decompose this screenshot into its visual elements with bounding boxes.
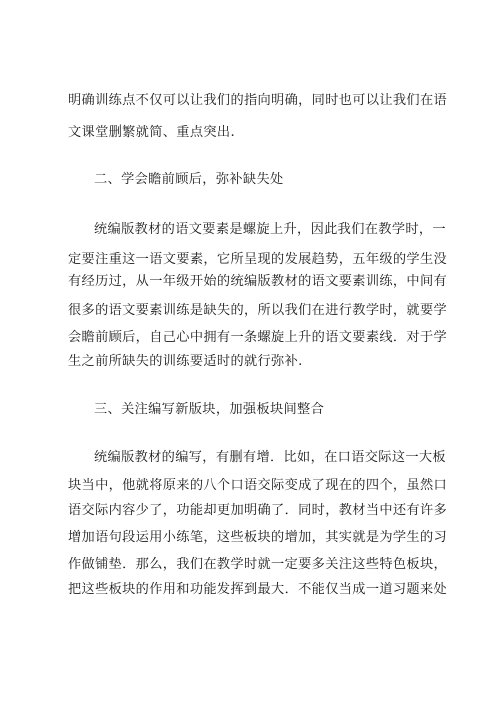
paragraph-3-line-5: 作做铺垫．那么，我们在教学时就一定要多关注这些特色板块，	[68, 557, 448, 572]
paragraph-3-line-3: 语交际内容少了，功能却更加明确了．同时，教材当中还有许多	[68, 503, 448, 518]
paragraph-3-line-1: 统编版教材的编写，有删有增．比如，在口语交际这一大板	[94, 450, 446, 465]
paragraph-1-line-2: 文课堂删繁就简、重点突出.	[68, 125, 235, 140]
section-heading-2: 二、学会瞻前顾后，弥补缺失处	[94, 172, 284, 187]
paragraph-3-line-4: 增加语句段运用小练笔，这些板块的增加，其实就是为学生的习	[68, 530, 448, 545]
paragraph-2-line-1: 统编版教材的语文要素是螺旋上升，因此我们在教学时，一	[94, 222, 446, 237]
paragraph-3-line-2: 块当中，他就将原来的八个口语交际变成了现在的四个，虽然口	[68, 478, 448, 493]
paragraph-2-line-4: 很多的语文要素训练是缺失的，所以我们在进行教学时，就要学	[68, 303, 448, 318]
paragraph-2-line-6: 生之前所缺失的训练要适时的就行弥补.	[68, 354, 303, 369]
paragraph-3-line-6: 把这些板块的作用和功能发挥到最大．不能仅当成一道习题来处	[68, 582, 448, 597]
paragraph-2-line-3: 有经历过，从一年级开始的统编版教材的语文要素训练，中间有	[68, 274, 448, 289]
paragraph-1-line-1: 明确训练点不仅可以让我们的指向明确，同时也可以让我们在语	[68, 93, 448, 108]
section-heading-3: 三、关注编写新版块，加强板块间整合	[94, 402, 325, 417]
paragraph-2-line-2: 定要注重这一语文要素，它所呈现的发展趋势，五年级的学生没	[68, 252, 448, 267]
paragraph-2-line-5: 会瞻前顾后，自己心中拥有一条螺旋上升的语文要素线．对于学	[68, 330, 448, 345]
